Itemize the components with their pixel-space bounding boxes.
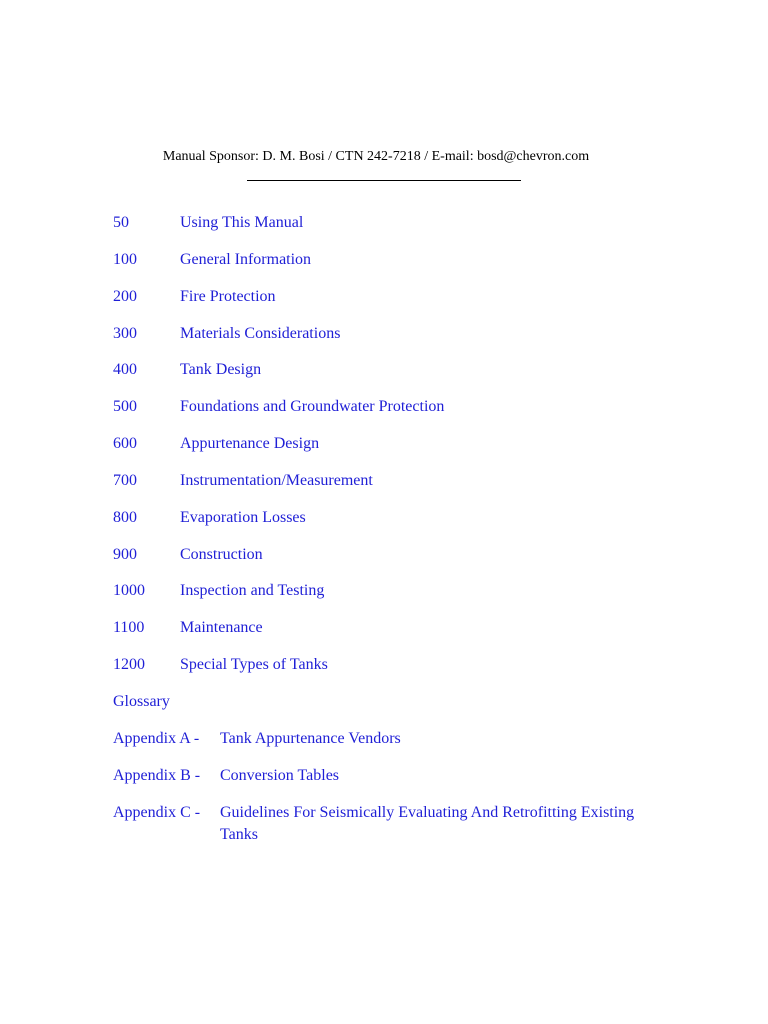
toc-section-number: 200 (113, 287, 137, 305)
toc-section-number: 1100 (113, 619, 145, 637)
toc-link-600[interactable] (113, 433, 673, 470)
toc-section-number: 50 (113, 214, 129, 231)
toc-link-glossary[interactable] (113, 691, 673, 728)
toc-link-300[interactable] (113, 323, 673, 360)
toc-section-number: 100 (113, 250, 137, 268)
table-of-contents (113, 212, 673, 843)
toc-link-700[interactable] (113, 470, 673, 507)
toc-link-900[interactable] (113, 544, 673, 581)
toc-appendix-title: Tank Appurtenance Vendors (220, 729, 401, 747)
toc-section-title: Construction (180, 545, 263, 563)
toc-glossary-label: Glossary (113, 692, 170, 710)
toc-section-number: 800 (113, 508, 137, 526)
toc-link-400[interactable] (113, 359, 673, 396)
toc-appendix-title: Guidelines For Seismically Evaluating And Retrofitting Existing Tanks (220, 803, 635, 843)
toc-link-appendix-a[interactable] (113, 728, 673, 765)
toc-appendix-label: Appendix B - (113, 766, 201, 784)
toc-section-title: Evaporation Losses (180, 508, 306, 526)
toc-link-200[interactable] (113, 286, 673, 323)
toc-section-title: Special Types of Tanks (180, 656, 328, 674)
toc-section-title: Appurtenance Design (180, 435, 320, 453)
toc-section-number: 400 (113, 361, 137, 379)
toc-section-number: 1200 (113, 656, 145, 674)
toc-appendix-title: Conversion Tables (220, 766, 340, 784)
toc-section-number: 700 (113, 471, 137, 489)
toc-link-800[interactable] (113, 507, 673, 544)
toc-section-number: 500 (113, 398, 137, 416)
toc-section-title: Tank Design (180, 361, 262, 379)
manual-sponsor-line: Manual Sponsor: D. M. Bosi / CTN 242-7218 / E-mail: bosd@chevron.com (162, 149, 590, 164)
toc-link-appendix-b[interactable] (113, 765, 673, 802)
toc-section-number: 300 (113, 324, 137, 342)
toc-section-title: Maintenance (180, 619, 263, 637)
toc-link-500[interactable] (113, 396, 673, 433)
toc-section-title: Using This Manual (180, 214, 304, 231)
toc-appendix-label: Appendix C - (113, 803, 201, 821)
toc-link-1000[interactable] (113, 580, 673, 617)
toc-section-title: Inspection and Testing (180, 582, 325, 600)
toc-link-100[interactable] (113, 249, 673, 286)
toc-section-number: 900 (113, 545, 137, 563)
toc-link-1100[interactable] (113, 617, 673, 654)
toc-link-appendix-c[interactable] (113, 802, 673, 843)
toc-section-title: Instrumentation/Measurement (180, 471, 373, 489)
toc-appendix-label: Appendix A - (113, 729, 200, 747)
toc-section-number: 1000 (113, 582, 145, 600)
toc-section-title: General Information (180, 250, 312, 268)
toc-section-title: Fire Protection (180, 287, 276, 305)
header-divider (247, 180, 521, 181)
toc-link-50[interactable] (113, 212, 673, 249)
toc-section-number: 600 (113, 435, 137, 453)
toc-link-1200[interactable] (113, 654, 673, 691)
toc-section-title: Foundations and Groundwater Protection (180, 398, 445, 416)
toc-section-title: Materials Considerations (180, 324, 341, 342)
